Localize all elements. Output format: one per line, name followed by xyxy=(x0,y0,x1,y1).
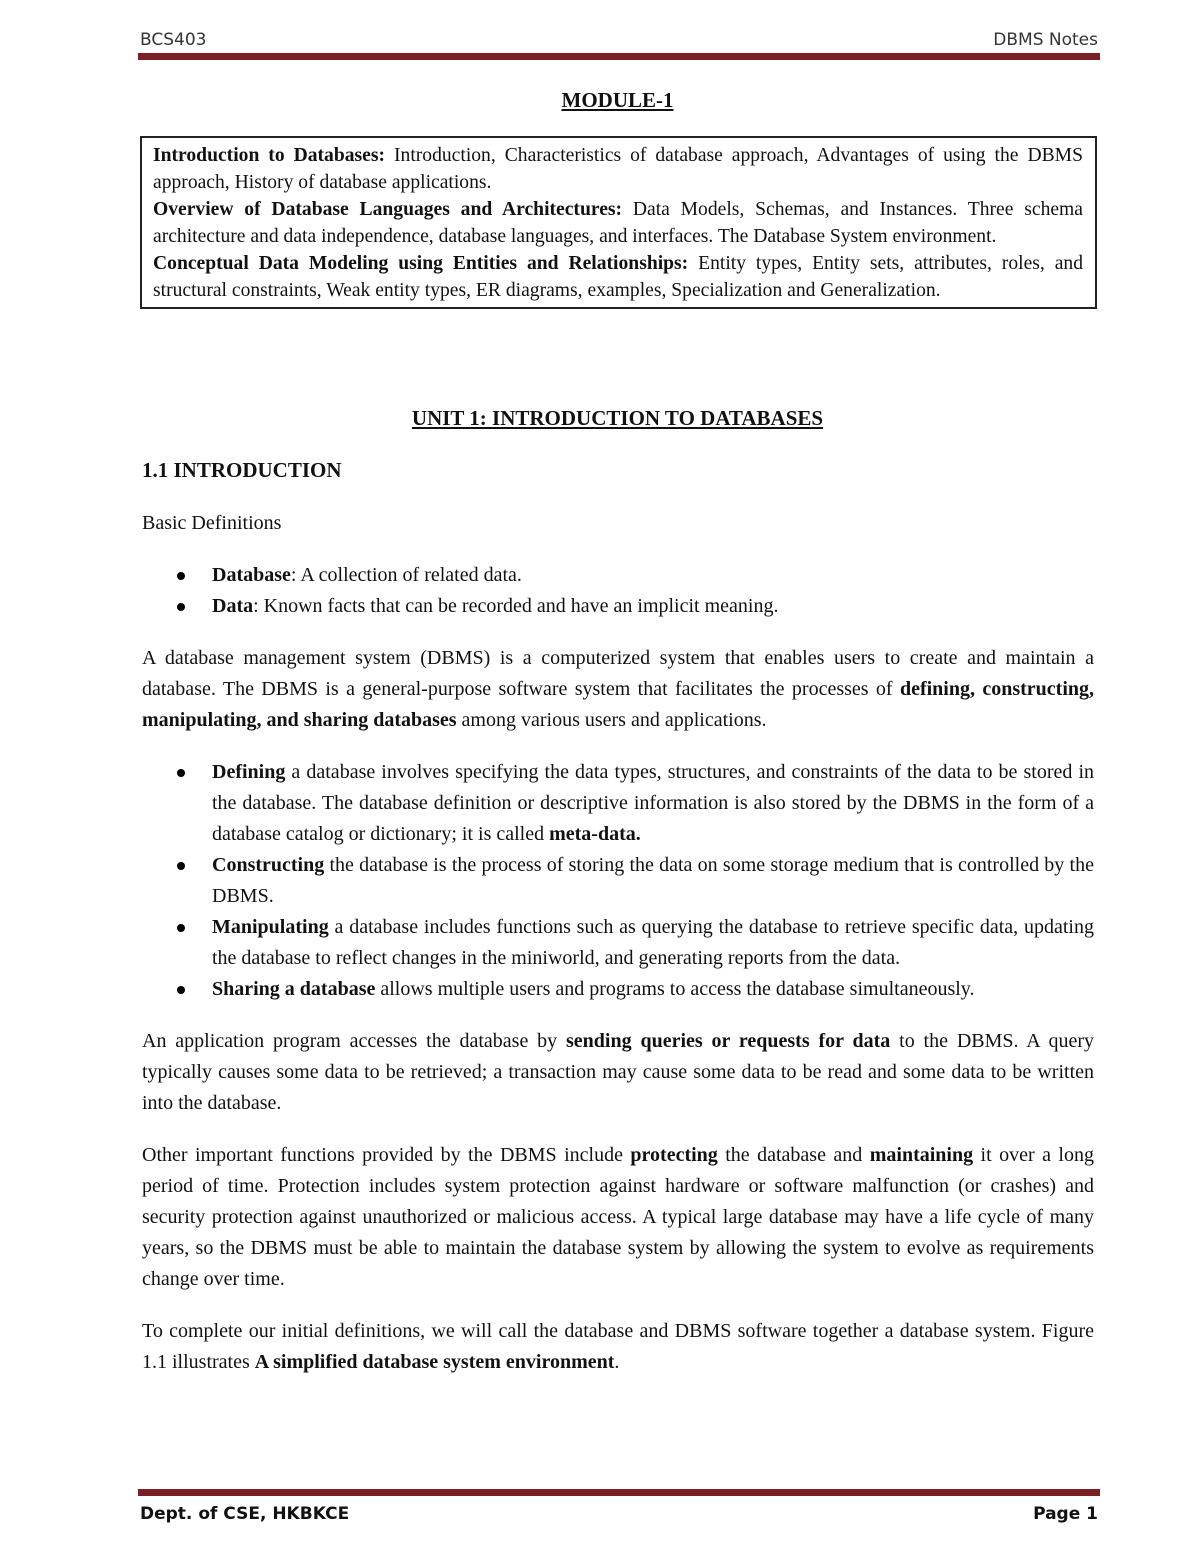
basic-definitions-label: Basic Definitions xyxy=(142,512,282,534)
syllabus-text: Entity types, Entity sets, attributes, roles, and structural constraints, Weak entity types, ER diagrams, examples, Specialization and Generalization. xyxy=(153,253,1083,301)
paragraph-text: to the DBMS. A query typically causes some data to be retrieved; a transaction may cause some data to be read and some data to be written into the database. xyxy=(142,1030,1094,1114)
module-title: MODULE-1 xyxy=(561,88,674,112)
definition-term: Database xyxy=(212,564,291,586)
function-bold-end: meta-data. xyxy=(549,823,641,845)
paragraph-other-functions xyxy=(142,1140,1094,1295)
syllabus-text: Data Models, Schemas, and Instances. Three schema architecture and data independence, database languages, and interfaces. The Database System environment. xyxy=(153,199,1083,247)
syllabus-box xyxy=(140,136,1097,309)
paragraph-text: among various users and applications. xyxy=(456,709,767,731)
syllabus-heading: Overview of Database Languages and Architectures: xyxy=(153,199,623,220)
footer-rule xyxy=(138,1489,1100,1496)
paragraph-complete xyxy=(142,1316,1094,1378)
paragraph-text: A database management system (DBMS) is a computerized system that enables users to create and maintain a database. The DBMS is a general-purpose software system that facilitates the processes of xyxy=(142,647,1094,700)
syllabus-item xyxy=(153,196,1083,250)
list-item xyxy=(212,757,1094,850)
function-term: Manipulating xyxy=(212,916,329,938)
page-footer xyxy=(140,1504,1098,1530)
function-text: the database is the process of storing the data on some storage medium that is controlled by the DBMS. xyxy=(212,854,1094,907)
page-header xyxy=(140,26,1098,56)
syllabus-item xyxy=(153,142,1083,196)
definition-text: : Known facts that can be recorded and have an implicit meaning. xyxy=(253,595,779,617)
paragraph-text: the database and xyxy=(717,1144,870,1166)
list-item xyxy=(212,591,1094,622)
basic-definitions-list xyxy=(142,560,1094,622)
function-text: allows multiple users and programs to access the database simultaneously. xyxy=(375,978,975,1000)
paragraph-text: To complete our initial definitions, we will call the database and DBMS software together a database system. Figure 1.1 illustrates xyxy=(142,1320,1094,1373)
function-term: Sharing a database xyxy=(212,978,376,1000)
main-content xyxy=(142,508,1094,1399)
syllabus-item xyxy=(153,250,1083,304)
header-doc-title: DBMS Notes xyxy=(993,30,1098,50)
paragraph-text: it over a long period of time. Protection includes system protection against hardware or software malfunction (or crashes) and security protection against unauthorized or malicious access. A typical large database may have a life cycle of many years, so the DBMS must be able to maintain the database system by allowing the system to evolve as requirements change over time. xyxy=(142,1144,1094,1290)
definition-text: : A collection of related data. xyxy=(290,564,522,586)
header-rule xyxy=(138,53,1100,60)
paragraph-text: Other important functions provided by the DBMS include xyxy=(142,1144,631,1166)
function-term: Constructing xyxy=(212,854,325,876)
unit-title: UNIT 1: INTRODUCTION TO DATABASES xyxy=(411,406,824,430)
list-item xyxy=(212,850,1094,912)
paragraph-text: An application program accesses the database by xyxy=(142,1030,567,1052)
footer-department: Dept. of CSE, HKBKCE xyxy=(140,1504,350,1524)
definition-term: Data xyxy=(212,595,254,617)
list-item xyxy=(212,560,1094,591)
footer-page-number: Page 1 xyxy=(1033,1504,1098,1524)
paragraph-text: . xyxy=(614,1351,620,1373)
header-course-code: BCS403 xyxy=(140,30,207,50)
paragraph-bold: defining, constructing, manipulating, and sharing databases xyxy=(142,678,1094,731)
paragraph-bold: protecting xyxy=(630,1144,718,1166)
syllabus-heading: Introduction to Databases: xyxy=(153,145,386,166)
syllabus-text: Introduction, Characteristics of database approach, Advantages of using the DBMS approach, History of database applications. xyxy=(153,145,1083,193)
paragraph-bold: maintaining xyxy=(869,1144,974,1166)
paragraph-bold: sending queries or requests for data xyxy=(566,1030,891,1052)
paragraph-dbms xyxy=(142,643,1094,736)
dbms-functions-list xyxy=(142,757,1094,1005)
section-heading: 1.1 INTRODUCTION xyxy=(142,458,342,482)
function-text: a database involves specifying the data types, structures, and constraints of the data to be stored in the database. The database definition or descriptive information is also stored by the DBMS in the form of a database catalog or dictionary; it is called xyxy=(212,761,1094,845)
function-text: a database includes functions such as querying the database to retrieve specific data, updating the database to reflect changes in the miniworld, and generating reports from the data. xyxy=(212,916,1094,969)
paragraph-bold: A simplified database system environment xyxy=(254,1351,615,1373)
function-term: Defining xyxy=(212,761,286,783)
list-item xyxy=(212,974,1094,1005)
list-item xyxy=(212,912,1094,974)
syllabus-heading: Conceptual Data Modeling using Entities and Relationships: xyxy=(153,253,689,274)
paragraph-application xyxy=(142,1026,1094,1119)
